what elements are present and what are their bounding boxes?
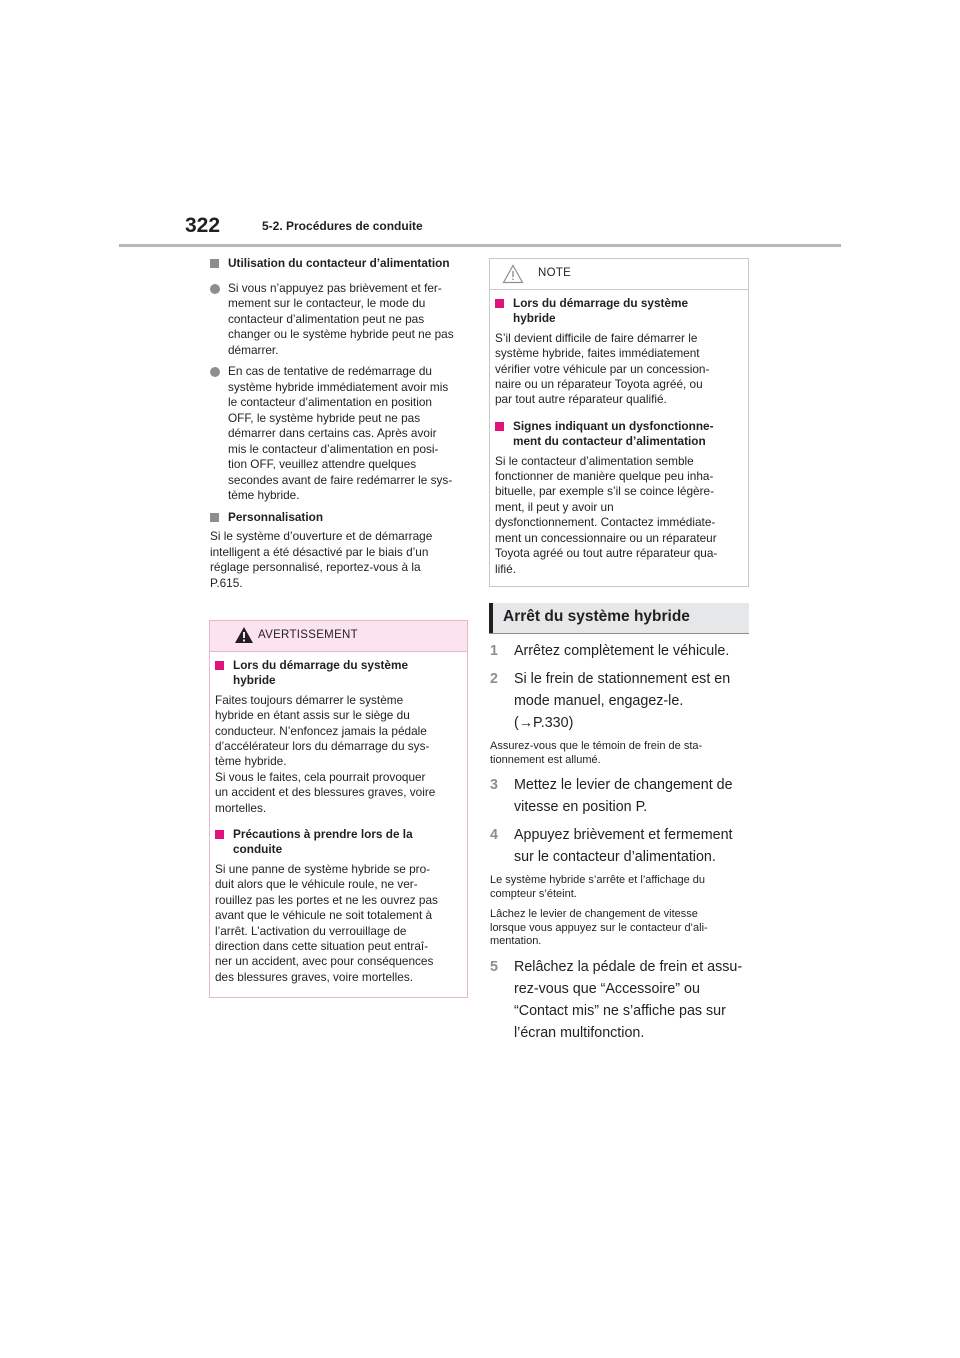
- warning-text: Faites toujours démarrer le système hybride en étant assis sur le siège du conducteur. N’enfoncez jamais la pédale d’accélérateur lors du démarrage du sys- tème hybride. Si vous le faites, cela pourrait provoquer un accident et des blessures graves, voire mortelles.: [215, 692, 436, 815]
- step-note: Lâchez le levier de changement de vitesse lorsque vous appuyez sur le contacteur d’ali- mentation.: [490, 908, 708, 947]
- warning-triangle-icon: [234, 626, 254, 644]
- warning-body: [210, 652, 467, 985]
- personalisation-text: Si le système d’ouverture et de démarrage intelligent a été désactivé par le biais d’un réglage personnalisé, reportez-vous à la P.615.: [210, 529, 433, 590]
- step-note: Assurez-vous que le témoin de frein de sta- tionnement est allumé.: [490, 740, 703, 766]
- note-subheading: Signes indiquant un dysfonctionne- ment du contacteur d’alimentation: [495, 419, 743, 450]
- round-bullet-icon: [210, 284, 220, 294]
- step-item: 1 Arrêtez complètement le véhicule.: [490, 640, 752, 662]
- square-bullet-icon: [215, 661, 224, 670]
- section-heading: [489, 603, 749, 634]
- square-bullet-icon: [495, 299, 504, 308]
- subheading-personalisation: Personnalisation: [210, 510, 468, 526]
- note-label: NOTE: [538, 267, 572, 279]
- step-number: 3: [490, 777, 498, 793]
- warning-subheading: Lors du démarrage du système hybride: [215, 658, 462, 689]
- note-text: Si le contacteur d’alimentation semble fonctionner de manière quelque peu inha- bituelle, par exemple s’il se coince légère- ment, il peut y avoir un dysfonctionnement. Contactez immédiate- ment un concessionnaire ou un réparateur Toyota agréé ou tout autre réparateur qua- lifié.: [495, 453, 718, 576]
- caution-triangle-icon: [502, 264, 524, 284]
- warning-header: [210, 621, 467, 652]
- warning-subheading: Précautions à prendre lors de la conduite: [215, 827, 462, 858]
- warning-label: AVERTISSEMENT: [258, 629, 358, 641]
- page-number: 322: [185, 214, 221, 237]
- note-subheading: Lors du démarrage du système hybride: [495, 296, 743, 327]
- list-item: Si vous n’appuyez pas brièvement et fer- mement sur le contacteur, le mode du contacteur d’alimentation peut ne pas changer ou le système hybride peut ne pas démarrer.: [210, 281, 468, 359]
- step-item: 4 Appuyez brièvement et fermement sur le contacteur d’alimentation.: [490, 824, 752, 868]
- heading-marker: [489, 603, 493, 633]
- steps-list: [490, 640, 752, 1050]
- step-note: Le système hybride s’arrête et l’affichage du compteur s’éteint.: [490, 874, 706, 900]
- list-item: En cas de tentative de redémarrage du système hybride immédiatement avoir mis le contacteur d’alimentation en position OFF, le système hybride peut ne pas démarrer dans certains cas. Après avoir mis le contacteur d’alimentation en posi- tion OFF, veuillez attendre quelques secondes avant de faire redémarrer le sys- tème hybride.: [210, 364, 468, 504]
- step-item: 5 Relâchez la pédale de frein et assu- rez-vous que “Accessoire” ou “Contact mis” ne s’affiche pas sur l’écran multifonction.: [490, 956, 752, 1044]
- warning-box: [209, 620, 468, 998]
- step-number: 4: [490, 827, 498, 843]
- note-body: [490, 290, 748, 577]
- note-box: [489, 258, 749, 587]
- header-divider: [119, 244, 841, 247]
- section-heading-text: Arrêt du système hybride: [503, 608, 690, 625]
- note-text: S’il devient difficile de faire démarrer le système hybride, faites immédiatement vérifier votre véhicule par un concession- naire ou un réparateur Toyota agréé, ou par tout autre réparateur qualifié.: [495, 330, 710, 407]
- left-column: [210, 256, 468, 597]
- square-bullet-icon: [210, 513, 219, 522]
- square-bullet-icon: [495, 422, 504, 431]
- step-number: 2: [490, 671, 498, 687]
- warning-text: Si une panne de système hybride se pro- duit alors que le véhicule roule, ne ver- rouillez pas les portes et ne les ouvrez pas avant que le véhicule ne soit totalement à l’arrêt. L’activation du verrouillage de direction dans cette situation peut entraî- ner un accident, avec pour conséquences des blessures graves, voire mortelles.: [215, 861, 438, 984]
- step-item: 3 Mettez le levier de changement de vitesse en position P.: [490, 774, 752, 818]
- step-number: 5: [490, 958, 498, 975]
- round-bullet-icon: [210, 367, 220, 377]
- step-number: 1: [490, 643, 498, 659]
- square-bullet-icon: [215, 830, 224, 839]
- note-header: [490, 259, 748, 290]
- square-bullet-icon: [210, 259, 219, 268]
- section-title: 5-2. Procédures de conduite: [262, 219, 423, 233]
- subheading-power-switch: Utilisation du contacteur d’alimentation: [210, 256, 468, 272]
- step-item: 2 Si le frein de stationnement est en mode manuel, engagez-le. (→P.330): [490, 668, 752, 734]
